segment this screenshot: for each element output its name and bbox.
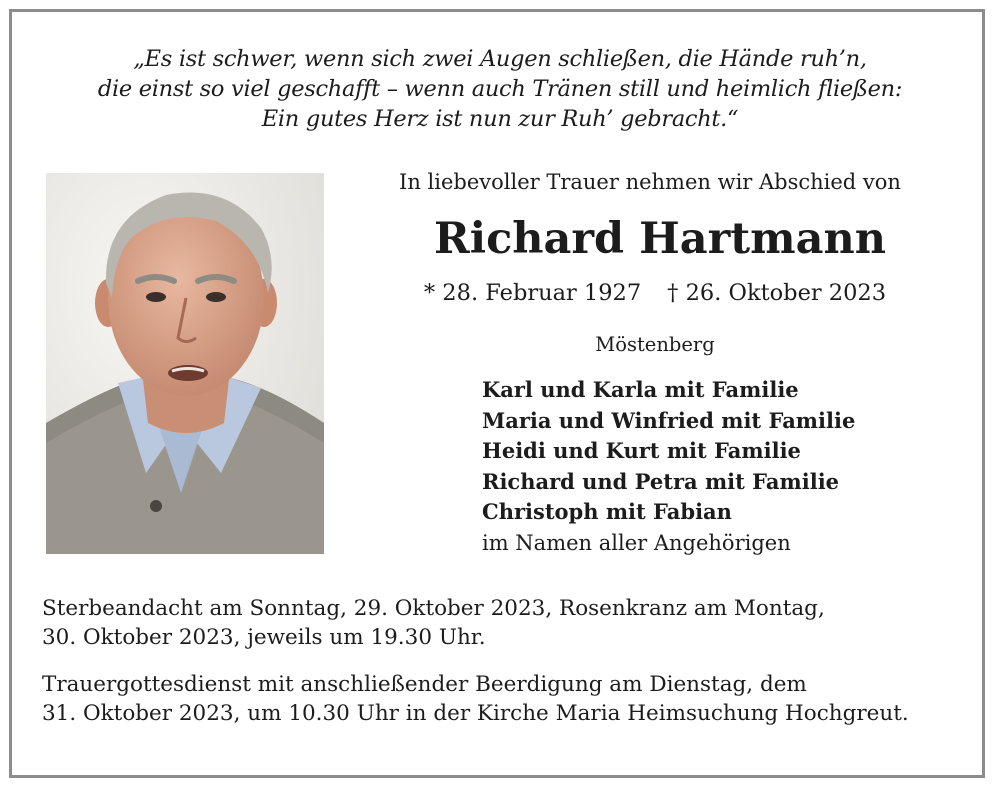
family-member: Heidi und Kurt mit Familie: [482, 438, 801, 463]
service-line: 31. Oktober 2023, um 10.30 Uhr in der Kirche Maria Heimsuchung Hochgreut.: [42, 701, 909, 726]
quote-line: „Es ist schwer, wenn sich zwei Augen schließen, die Hände ruh’n,: [133, 46, 867, 72]
death-date: † 26. Oktober 2023: [667, 280, 887, 306]
birth-date: * 28. Februar 1927: [423, 280, 642, 306]
life-dates: [330, 280, 980, 306]
deceased-name: Richard Hartmann: [434, 214, 886, 264]
family-member: Richard und Petra mit Familie: [482, 468, 840, 494]
service-prayer: [42, 594, 977, 652]
portrait-photo: [46, 173, 324, 554]
memorial-quote: [40, 44, 960, 134]
quote-line: die einst so viel geschafft – wenn auch Tränen still und heimlich fließen:: [97, 76, 903, 102]
family-list: [482, 375, 855, 558]
family-member: Maria und Winfried mit Familie: [482, 407, 856, 433]
service-line: Trauergottesdienst mit anschließender Beerdigung am Dienstag, dem: [42, 672, 807, 697]
quote-line: Ein gutes Herz ist nun zur Ruh’ gebracht.“: [261, 106, 739, 132]
hometown: Möstenberg: [595, 333, 715, 356]
family-member: Karl und Karla mit Familie: [482, 377, 799, 402]
service-line: 30. Oktober 2023, jeweils um 19.30 Uhr.: [42, 625, 486, 650]
family-member: Christoph mit Fabian: [482, 499, 732, 524]
service-line: Sterbeandacht am Sonntag, 29. Oktober 2023, Rosenkranz am Montag,: [42, 596, 825, 621]
portrait-illustration: [46, 173, 324, 554]
family-footer: im Namen aller Angehörigen: [482, 530, 791, 555]
service-funeral: [42, 670, 977, 728]
intro-text: In liebevoller Trauer nehmen wir Abschied von: [399, 170, 901, 194]
